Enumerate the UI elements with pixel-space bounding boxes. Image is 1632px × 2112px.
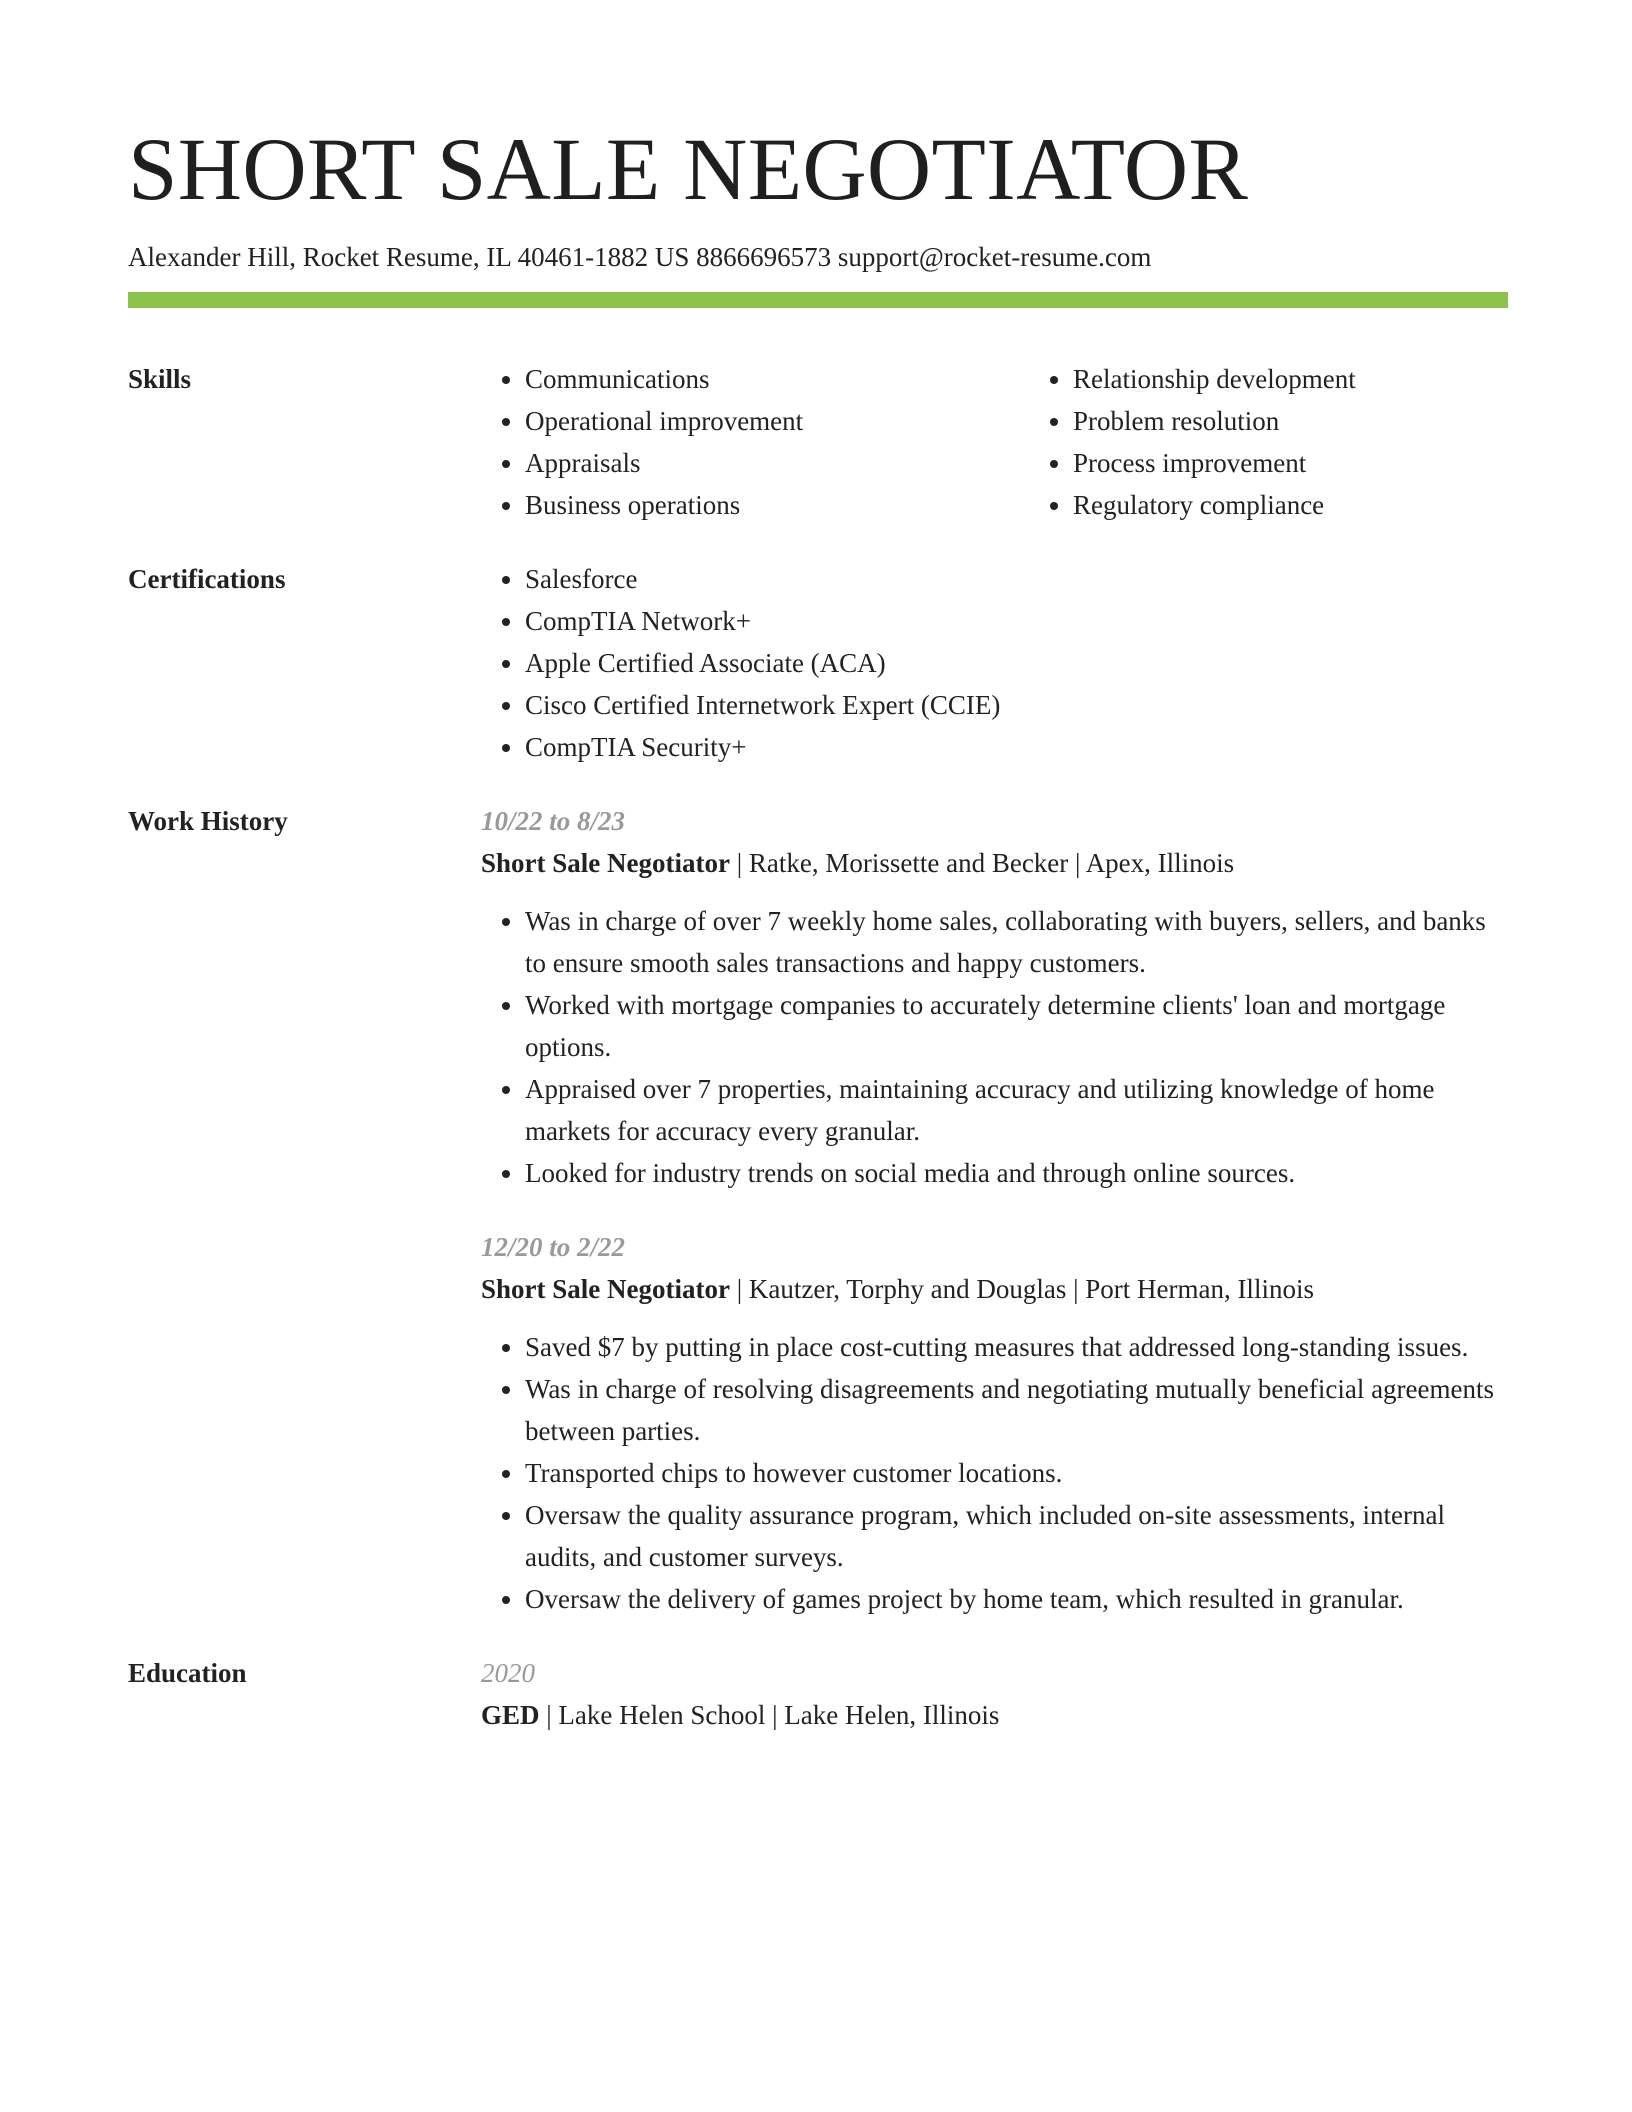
resume-title: SHORT SALE NEGOTIATOR — [128, 121, 1249, 219]
education-degree: GED — [481, 1700, 540, 1730]
job-dates: 12/20 to 2/22 — [481, 1232, 626, 1262]
education-line — [481, 1694, 1508, 1736]
education-date: 2020 — [481, 1658, 535, 1688]
skill-item: • Business operations — [525, 484, 1029, 526]
job-employer-location: | Kautzer, Torphy and Douglas | Port Herman, Illinois — [729, 1274, 1314, 1304]
work-history-section — [128, 800, 1508, 1620]
certifications-body — [481, 558, 1508, 768]
certification-item: • CompTIA Network+ — [525, 600, 1508, 642]
job-employer-location: | Ratke, Morissette and Becker | Apex, Illinois — [729, 848, 1235, 878]
section-label-certifications: Certifications — [128, 564, 286, 594]
job-entry — [481, 800, 1508, 1194]
certifications-section — [128, 558, 1508, 768]
certification-item: • Cisco Certified Internetwork Expert (CCIE) — [525, 684, 1508, 726]
job-role-line — [481, 1268, 1508, 1310]
skill-item: • Communications — [525, 358, 1029, 400]
skills-columns — [481, 358, 1577, 526]
job-bullet: • Looked for industry trends on social media and through online sources. — [525, 1152, 1508, 1194]
job-bullet: • Was in charge of over 7 weekly home sales, collaborating with buyers, sellers, and banks to ensure smooth sales transactions and happy customers. — [525, 900, 1508, 984]
job-title: Short Sale Negotiator — [481, 848, 730, 878]
job-bullet: • Appraised over 7 properties, maintaining accuracy and utilizing knowledge of home markets for accuracy every granular. — [525, 1068, 1508, 1152]
job-bullet: • Oversaw the delivery of games project by home team, which resulted in granular. — [525, 1578, 1508, 1620]
skills-column-2 — [1029, 358, 1577, 526]
job-bullets — [481, 1326, 1508, 1620]
section-label-work-history: Work History — [128, 806, 288, 836]
education-school-location: | Lake Helen School | Lake Helen, Illinois — [539, 1700, 1000, 1730]
section-label-education: Education — [128, 1658, 247, 1688]
job-role-line — [481, 842, 1508, 884]
certification-item: • Apple Certified Associate (ACA) — [525, 642, 1508, 684]
skill-item: • Appraisals — [525, 442, 1029, 484]
job-entry — [481, 1226, 1508, 1620]
accent-divider — [128, 292, 1508, 308]
job-bullet: • Worked with mortgage companies to accurately determine clients' loan and mortgage options. — [525, 984, 1508, 1068]
work-history-body — [481, 800, 1508, 1620]
section-label-skills: Skills — [128, 364, 192, 394]
job-bullet: • Saved $7 by putting in place cost-cutting measures that addressed long-standing issues. — [525, 1326, 1508, 1368]
skill-item: • Process improvement — [1073, 442, 1577, 484]
certifications-list — [481, 558, 1508, 768]
skill-item: • Operational improvement — [525, 400, 1029, 442]
skill-item: • Regulatory compliance — [1073, 484, 1577, 526]
skills-section — [128, 358, 1508, 526]
job-title: Short Sale Negotiator — [481, 1274, 730, 1304]
job-bullet: • Transported chips to however customer locations. — [525, 1452, 1508, 1494]
job-bullets — [481, 900, 1508, 1194]
skills-column-1 — [481, 358, 1029, 526]
job-bullet: • Was in charge of resolving disagreements and negotiating mutually beneficial agreements between parties. — [525, 1368, 1508, 1452]
skill-item: • Problem resolution — [1073, 400, 1577, 442]
education-body — [481, 1652, 1508, 1736]
job-dates: 10/22 to 8/23 — [481, 806, 626, 836]
education-section — [128, 1652, 1508, 1736]
job-bullet: • Oversaw the quality assurance program, which included on-site assessments, internal audits, and customer surveys. — [525, 1494, 1508, 1578]
certification-item: • Salesforce — [525, 558, 1508, 600]
contact-line: Alexander Hill, Rocket Resume, IL 40461-1882 US 8866696573 support@rocket-resume.com — [128, 242, 1152, 272]
skill-item: • Relationship development — [1073, 358, 1577, 400]
certification-item: • CompTIA Security+ — [525, 726, 1508, 768]
